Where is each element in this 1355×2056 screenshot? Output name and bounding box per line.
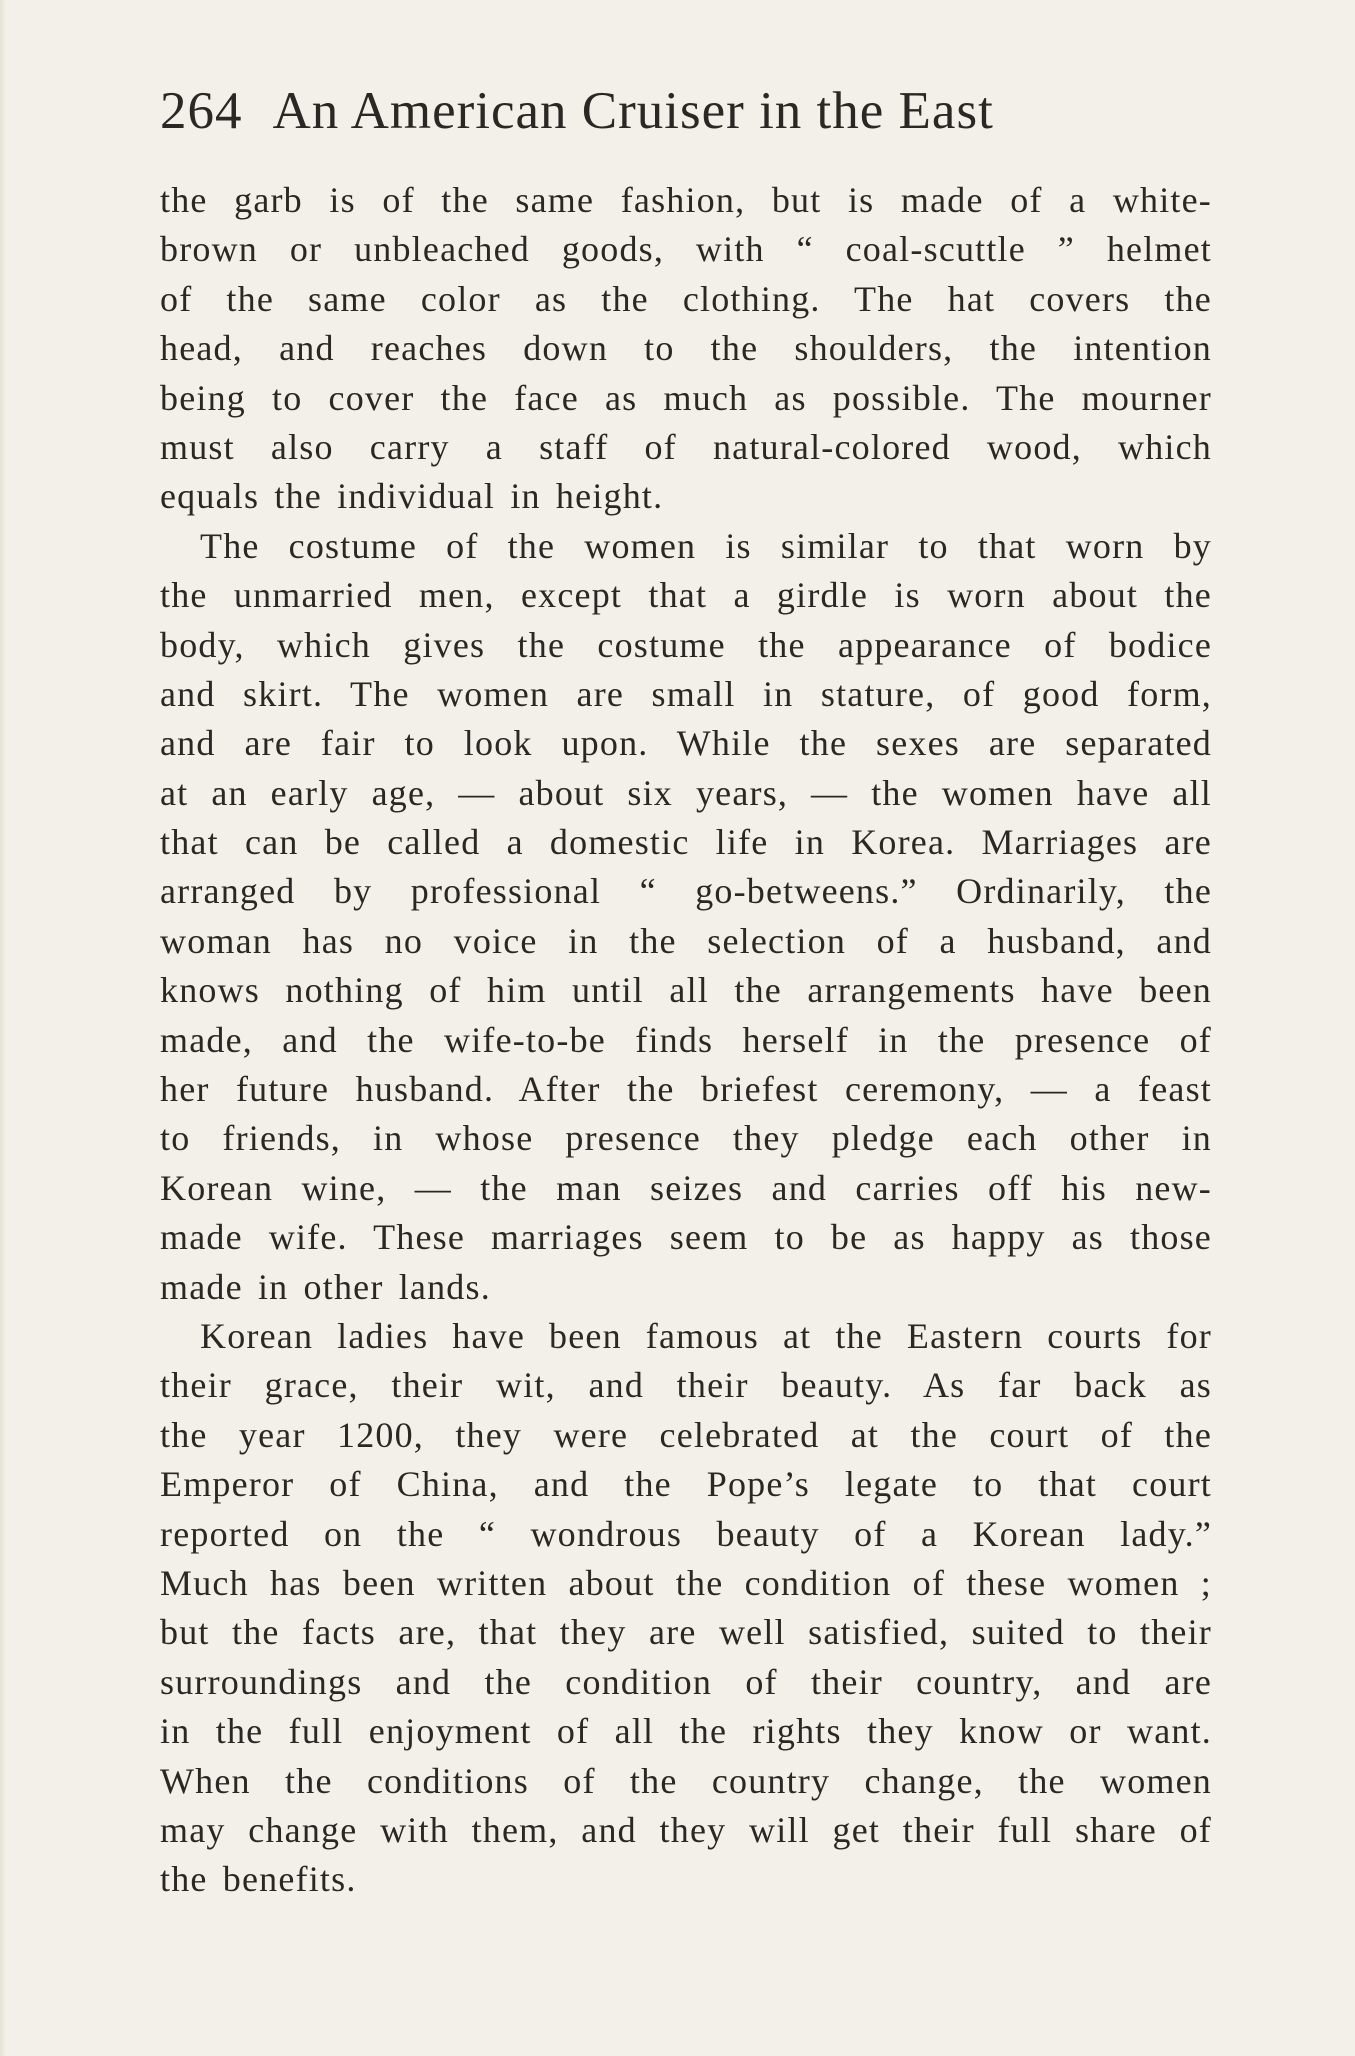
text-line: the garb is of the same fashion, but is made of a white-: [160, 180, 1212, 220]
text-line: to friends, in whose presence they pledge each other in: [160, 1118, 1212, 1159]
text-line: may change with them, and they will get their full share of: [160, 1809, 1212, 1850]
paragraph: [160, 176, 1212, 522]
text-line: Emperor of China, and the Pope’s legate to that court: [160, 1464, 1212, 1505]
text-line: and are fair to look upon. While the sexes are separated: [160, 723, 1212, 764]
text-line: equals the individual in height.: [160, 476, 664, 517]
page-number: 264: [160, 82, 243, 140]
text-line: knows nothing of him until all the arrangements have been: [160, 970, 1212, 1011]
text-line: surroundings and the condition of their country, and are: [160, 1661, 1212, 1702]
text-line: The costume of the women is similar to that worn by: [200, 525, 1212, 566]
text-line: the year 1200, they were celebrated at the court of the: [160, 1414, 1212, 1455]
running-title: An American Cruiser in the East: [272, 82, 994, 140]
page-edge-shadow: [0, 0, 6, 2056]
running-header: [160, 76, 1220, 146]
text-line: their grace, their wit, and their beauty. As far back as: [160, 1365, 1212, 1406]
text-line: and skirt. The women are small in stature, of good form,: [160, 673, 1212, 714]
text-line: that can be called a domestic life in Korea. Marriages are: [160, 822, 1212, 863]
paragraph: [160, 1312, 1212, 1905]
text-line: Korean ladies have been famous at the Eastern courts for: [200, 1315, 1212, 1356]
text-line: must also carry a staff of natural-colored wood, which: [160, 426, 1212, 467]
text-line: Korean wine, — the man seizes and carries off his new-: [160, 1167, 1212, 1208]
text-line: When the conditions of the country change, the women: [160, 1760, 1212, 1801]
text-line: brown or unbleached goods, with “ coal-scuttle ” helmet: [160, 229, 1212, 270]
body-text: [160, 176, 1212, 1905]
text-line: of the same color as the clothing. The hat covers the: [160, 278, 1212, 319]
text-line: body, which gives the costume the appearance of bodice: [160, 624, 1212, 665]
text-line: at an early age, — about six years, — the women have all: [160, 772, 1212, 813]
text-line: the benefits.: [160, 1859, 357, 1900]
text-line: the unmarried men, except that a girdle is worn about the: [160, 575, 1212, 616]
text-line: made in other lands.: [160, 1266, 491, 1307]
text-line: being to cover the face as much as possible. The mourner: [160, 377, 1212, 418]
text-line: head, and reaches down to the shoulders, the intention: [160, 328, 1212, 369]
text-line: Much has been written about the condition of these women ;: [160, 1562, 1212, 1603]
text-line: made, and the wife-to-be finds herself in the presence of: [160, 1019, 1212, 1060]
text-line: woman has no voice in the selection of a husband, and: [160, 920, 1212, 961]
paragraph: [160, 522, 1212, 1312]
text-line: reported on the “ wondrous beauty of a Korean lady.”: [160, 1513, 1212, 1554]
text-line: made wife. These marriages seem to be as happy as those: [160, 1217, 1212, 1258]
text-line: in the full enjoyment of all the rights they know or want.: [160, 1711, 1212, 1752]
text-line: her future husband. After the briefest ceremony, — a feast: [160, 1069, 1212, 1110]
text-line: arranged by professional “ go-betweens.” Ordinarily, the: [160, 871, 1212, 912]
text-line: but the facts are, that they are well satisfied, suited to their: [160, 1612, 1212, 1653]
